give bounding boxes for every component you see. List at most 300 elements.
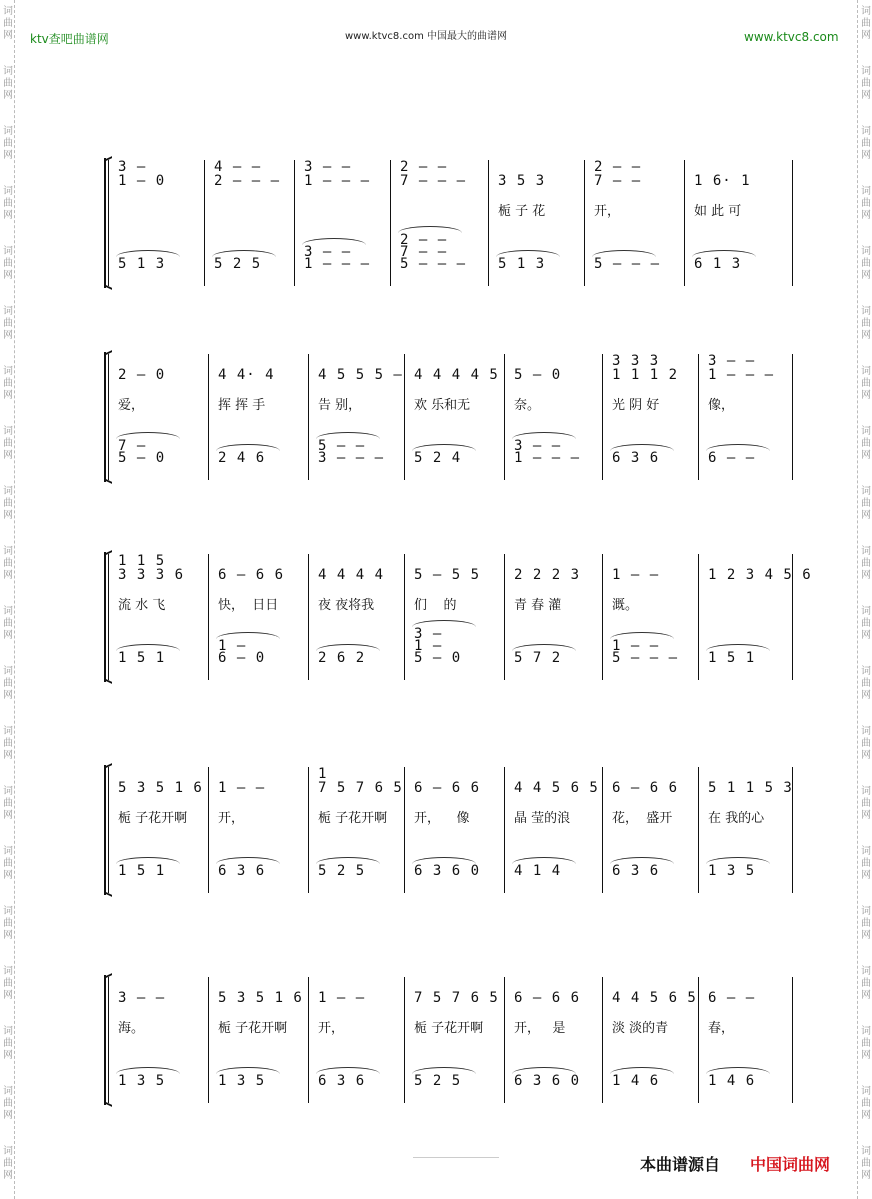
lower-voice-measure: 5 2 5 (318, 863, 366, 879)
lyric-text: 溉。 (612, 598, 639, 613)
lyric-text: 开， (594, 204, 621, 219)
watermark-char: 词 (861, 246, 871, 257)
watermark-char: 网 (861, 810, 871, 821)
watermark-char: 词 (3, 666, 13, 677)
lyric-text: 爱， (118, 398, 145, 413)
lower-voice-measure: 5 2 5 (414, 1073, 462, 1089)
watermark-char: 网 (861, 690, 871, 701)
bar-line (108, 977, 109, 1103)
upper-voice-measure: 2 – 0 (118, 367, 166, 383)
upper-voice-measure: 3 5 3 (498, 173, 546, 189)
watermark-char: 曲 (3, 918, 13, 929)
upper-voice-measure: 2 – – 7 – – – (400, 159, 467, 189)
watermark-char: 网 (3, 690, 13, 701)
upper-voice-measure: 3 – – 1 – – – (708, 353, 775, 383)
upper-voice-measure: 6 – 6 6 (612, 780, 679, 796)
lower-voice-measure: 6 1 3 (694, 256, 742, 272)
watermark-char: 曲 (861, 378, 871, 389)
lower-voice-measure: 1 3 5 (218, 1073, 266, 1089)
watermark-char: 曲 (861, 498, 871, 509)
watermark-char: 曲 (3, 1158, 13, 1169)
watermark-char: 网 (3, 750, 13, 761)
bar-line (108, 554, 109, 680)
watermark-char: 词 (3, 246, 13, 257)
slur-mark (316, 1067, 380, 1074)
watermark-char: 词 (3, 846, 13, 857)
score-system (108, 158, 792, 288)
lower-voice-measure: 1 5 1 (118, 863, 166, 879)
watermark-char: 曲 (861, 78, 871, 89)
lyric-text: 春， (708, 1021, 735, 1036)
upper-voice-measure: 4 4 5 6 5 (612, 990, 697, 1006)
watermark-char: 网 (861, 750, 871, 761)
upper-voice-measure: 4 – – 2 – – – (214, 159, 281, 189)
slur-mark (316, 432, 380, 439)
bar-line (204, 160, 205, 286)
lower-voice-measure: 1 – 6 – 0 (218, 638, 266, 666)
watermark-char: 曲 (861, 978, 871, 989)
watermark-char: 网 (861, 90, 871, 101)
lower-voice-measure: 5 2 5 (214, 256, 262, 272)
watermark-char: 网 (3, 570, 13, 581)
upper-voice-measure: 5 – 5 5 (414, 567, 481, 583)
watermark-char: 网 (3, 30, 13, 41)
watermark-char: 网 (3, 330, 13, 341)
slur-mark (212, 250, 276, 257)
score-system (108, 975, 792, 1105)
watermark-char: 网 (861, 1050, 871, 1061)
lyric-text: 流 水 飞 (118, 598, 166, 613)
lyric-text: 快， 日日 (218, 598, 279, 613)
lower-voice-measure: 6 3 6 (612, 863, 660, 879)
slur-mark (316, 644, 380, 651)
lower-voice-measure: 1 – – 5 – – – (612, 638, 679, 666)
watermark-char: 曲 (3, 678, 13, 689)
slur-mark (512, 644, 576, 651)
watermark-char: 网 (3, 390, 13, 401)
slur-mark (706, 857, 770, 864)
bar-line (504, 767, 505, 893)
watermark-char: 网 (861, 990, 871, 1001)
score-system (108, 552, 812, 682)
bar-line (308, 354, 309, 480)
left-watermark-strip (0, 0, 15, 1199)
watermark-char: 曲 (3, 798, 13, 809)
upper-voice-measure: 1 – – (612, 567, 660, 583)
lower-voice-measure: 7 – 5 – 0 (118, 438, 166, 466)
lower-voice-measure: 2 4 6 (218, 450, 266, 466)
lyric-text: 栀 子花开啊 (318, 811, 388, 826)
watermark-char: 词 (861, 186, 871, 197)
lyric-text: 欢 乐和无 (414, 398, 471, 413)
watermark-char: 词 (3, 66, 13, 77)
slur-mark (610, 1067, 674, 1074)
slur-mark (610, 857, 674, 864)
watermark-char: 网 (3, 150, 13, 161)
watermark-char: 曲 (3, 318, 13, 329)
bar-line (698, 554, 699, 680)
watermark-char: 词 (861, 666, 871, 677)
watermark-char: 曲 (861, 678, 871, 689)
bar-line (504, 354, 505, 480)
watermark-char: 网 (861, 570, 871, 581)
bar-line (602, 554, 603, 680)
lyric-text: 栀 子花开啊 (118, 811, 188, 826)
slur-mark (412, 1067, 476, 1074)
bar-line (108, 354, 109, 480)
watermark-char: 词 (861, 486, 871, 497)
watermark-char: 曲 (861, 258, 871, 269)
watermark-char: 词 (3, 1146, 13, 1157)
lyric-text: 在 我的心 (708, 811, 765, 826)
watermark-char: 网 (3, 90, 13, 101)
upper-voice-measure: 3 – 1 – 0 (118, 159, 166, 189)
watermark-char: 曲 (3, 498, 13, 509)
lyric-text: 光 阴 好 (612, 398, 660, 413)
watermark-char: 词 (3, 726, 13, 737)
lyric-text: 开， 是 (514, 1021, 566, 1036)
bar-line (584, 160, 585, 286)
lower-voice-measure: 6 3 6 (218, 863, 266, 879)
slur-mark (216, 857, 280, 864)
slur-mark (116, 644, 180, 651)
watermark-char: 曲 (3, 1098, 13, 1109)
watermark-char: 曲 (861, 438, 871, 449)
watermark-char: 网 (3, 810, 13, 821)
watermark-char: 网 (861, 930, 871, 941)
bar-line (308, 767, 309, 893)
watermark-char: 词 (3, 786, 13, 797)
lyric-text: 奈。 (514, 398, 541, 413)
slur-mark (496, 250, 560, 257)
watermark-char: 曲 (861, 858, 871, 869)
upper-voice-measure: 1 2 3 4 5 6 (708, 567, 812, 583)
slur-mark (412, 444, 476, 451)
watermark-char: 词 (3, 426, 13, 437)
watermark-char: 网 (861, 870, 871, 881)
slur-mark (706, 1067, 770, 1074)
lyric-text: 栀 子 花 (498, 204, 546, 219)
upper-voice-measure: 5 3 5 1 6 (218, 990, 303, 1006)
watermark-char: 曲 (861, 618, 871, 629)
upper-voice-measure: 1 1 5 3 3 3 6 (118, 553, 185, 583)
watermark-char: 曲 (861, 1038, 871, 1049)
slur-mark (610, 632, 674, 639)
watermark-char: 曲 (861, 198, 871, 209)
slur-mark (216, 632, 280, 639)
watermark-char: 网 (861, 150, 871, 161)
lower-voice-measure: 5 – – – (594, 256, 661, 272)
watermark-char: 曲 (861, 558, 871, 569)
upper-voice-measure: 5 3 5 1 6 (118, 780, 203, 796)
watermark-char: 曲 (861, 1158, 871, 1169)
watermark-char: 曲 (3, 138, 13, 149)
lower-voice-measure: 6 3 6 (612, 450, 660, 466)
header-tagline: www.ktvc8.com 中国最大的曲谱网 (345, 31, 508, 42)
watermark-char: 词 (861, 786, 871, 797)
lyric-text: 栀 子花开啊 (218, 1021, 288, 1036)
footer-source-site[interactable]: 中国词曲网 (750, 1155, 831, 1174)
slur-mark (412, 620, 476, 627)
slur-mark (116, 432, 180, 439)
bar-line (294, 160, 295, 286)
bar-line (684, 160, 685, 286)
watermark-char: 词 (861, 1026, 871, 1037)
watermark-char: 词 (861, 6, 871, 17)
watermark-char: 曲 (861, 738, 871, 749)
bar-line (698, 354, 699, 480)
bar-line (602, 767, 603, 893)
watermark-char: 词 (3, 306, 13, 317)
watermark-char: 词 (861, 366, 871, 377)
watermark-char: 词 (3, 126, 13, 137)
watermark-char: 网 (861, 210, 871, 221)
lyric-text: 花， 盛开 (612, 811, 673, 826)
watermark-char: 词 (861, 1086, 871, 1097)
watermark-char: 词 (861, 966, 871, 977)
watermark-char: 词 (861, 66, 871, 77)
watermark-char: 词 (3, 6, 13, 17)
watermark-char: 曲 (3, 258, 13, 269)
lyric-text: 开， 像 (414, 811, 470, 826)
bar-line (404, 354, 405, 480)
upper-voice-measure: 6 – 6 6 (514, 990, 581, 1006)
slur-mark (706, 644, 770, 651)
watermark-char: 词 (861, 606, 871, 617)
slur-mark (316, 857, 380, 864)
lower-voice-measure: 6 – – (708, 450, 756, 466)
upper-voice-measure: 5 – 0 (514, 367, 562, 383)
upper-voice-measure: 2 – – 7 – – (594, 159, 642, 189)
watermark-char: 曲 (861, 18, 871, 29)
upper-voice-measure: 4 5 5 5 – (318, 367, 403, 383)
upper-voice-measure: 4 4 4 4 (318, 567, 385, 583)
watermark-char: 词 (3, 366, 13, 377)
bar-line (792, 977, 793, 1103)
bar-line (308, 977, 309, 1103)
footer-divider (413, 1157, 499, 1158)
watermark-char: 词 (861, 426, 871, 437)
watermark-char: 词 (3, 546, 13, 557)
bar-line (108, 767, 109, 893)
watermark-char: 曲 (3, 858, 13, 869)
slur-mark (512, 432, 576, 439)
watermark-char: 网 (3, 270, 13, 281)
bar-line (602, 354, 603, 480)
upper-voice-measure: 6 – 6 6 (414, 780, 481, 796)
lyric-text: 淡 淡的青 (612, 1021, 669, 1036)
lyric-text: 青 春 灌 (514, 598, 562, 613)
watermark-char: 网 (861, 30, 871, 41)
watermark-char: 曲 (3, 198, 13, 209)
watermark-char: 曲 (3, 978, 13, 989)
slur-mark (116, 1067, 180, 1074)
watermark-char: 网 (3, 930, 13, 941)
upper-voice-measure: 2 2 2 3 (514, 567, 581, 583)
watermark-char: 曲 (3, 438, 13, 449)
lower-voice-measure: 5 1 3 (498, 256, 546, 272)
upper-voice-measure: 6 – 6 6 (218, 567, 285, 583)
lower-voice-measure: 3 – – 1 – – – (304, 244, 371, 272)
upper-voice-measure: 6 – – (708, 990, 756, 1006)
bar-line (698, 767, 699, 893)
watermark-char: 网 (861, 1170, 871, 1181)
bar-line (792, 354, 793, 480)
lower-voice-measure: 2 – – 7 – – 5 – – – (400, 232, 467, 272)
watermark-char: 词 (3, 486, 13, 497)
upper-voice-measure: 3 3 3 1 1 1 2 (612, 353, 679, 383)
lyric-text: 夜 夜将我 (318, 598, 375, 613)
upper-voice-measure: 1 7 5 7 6 5 (318, 766, 403, 796)
lower-voice-measure: 1 5 1 (118, 650, 166, 666)
upper-voice-measure: 3 – – (118, 990, 166, 1006)
slur-mark (216, 444, 280, 451)
bar-line (404, 767, 405, 893)
footer-source-label: 本曲谱源自 (640, 1155, 721, 1174)
slur-mark (412, 857, 476, 864)
lyric-text: 栀 子花开啊 (414, 1021, 484, 1036)
bar-line (208, 767, 209, 893)
lower-voice-measure: 6 3 6 0 (514, 1073, 581, 1089)
watermark-char: 曲 (3, 78, 13, 89)
watermark-char: 曲 (861, 798, 871, 809)
upper-voice-measure: 3 – – 1 – – – (304, 159, 371, 189)
watermark-char: 词 (861, 126, 871, 137)
lower-voice-measure: 2 6 2 (318, 650, 366, 666)
slur-mark (610, 444, 674, 451)
watermark-char: 网 (861, 630, 871, 641)
watermark-char: 词 (3, 906, 13, 917)
watermark-char: 曲 (861, 1098, 871, 1109)
watermark-char: 网 (3, 210, 13, 221)
lower-voice-measure: 1 5 1 (708, 650, 756, 666)
slur-mark (216, 1067, 280, 1074)
bar-line (504, 554, 505, 680)
lower-voice-measure: 1 3 5 (118, 1073, 166, 1089)
lyric-text: 如 此 可 (694, 204, 742, 219)
right-watermark-strip (857, 0, 872, 1199)
watermark-char: 网 (3, 630, 13, 641)
bar-line (504, 977, 505, 1103)
slur-mark (512, 857, 576, 864)
watermark-char: 网 (3, 1050, 13, 1061)
lyric-text: 开， (318, 1021, 345, 1036)
watermark-char: 词 (861, 1146, 871, 1157)
score-system (108, 352, 792, 482)
lyric-text: 开， (218, 811, 245, 826)
watermark-char: 网 (3, 990, 13, 1001)
lower-voice-measure: 1 4 6 (612, 1073, 660, 1089)
bar-line (404, 554, 405, 680)
watermark-char: 曲 (3, 558, 13, 569)
lower-voice-measure: 6 3 6 (318, 1073, 366, 1089)
watermark-char: 网 (3, 450, 13, 461)
watermark-char: 曲 (3, 618, 13, 629)
upper-voice-measure: 1 – – (318, 990, 366, 1006)
watermark-char: 网 (861, 1110, 871, 1121)
upper-voice-measure: 1 – – (218, 780, 266, 796)
header-site-name[interactable]: ktv查吧曲谱网 (30, 32, 109, 46)
watermark-char: 网 (861, 450, 871, 461)
bar-line (792, 160, 793, 286)
lower-voice-measure: 1 3 5 (708, 863, 756, 879)
slur-mark (398, 226, 462, 233)
slur-mark (592, 250, 656, 257)
watermark-char: 词 (3, 1026, 13, 1037)
watermark-char: 网 (3, 1110, 13, 1121)
watermark-char: 曲 (3, 738, 13, 749)
slur-mark (512, 1067, 576, 1074)
bar-line (390, 160, 391, 286)
upper-voice-measure: 4 4 4 4 5 (414, 367, 499, 383)
watermark-char: 曲 (3, 378, 13, 389)
slur-mark (116, 857, 180, 864)
watermark-char: 网 (3, 510, 13, 521)
watermark-char: 网 (861, 330, 871, 341)
bar-line (602, 977, 603, 1103)
bar-line (208, 354, 209, 480)
watermark-char: 词 (3, 1086, 13, 1097)
watermark-char: 曲 (3, 18, 13, 29)
watermark-char: 网 (3, 1170, 13, 1181)
lower-voice-measure: 5 7 2 (514, 650, 562, 666)
lyric-text: 挥 挥 手 (218, 398, 266, 413)
lower-voice-measure: 5 1 3 (118, 256, 166, 272)
slur-mark (706, 444, 770, 451)
lower-voice-measure: 3 – 1 – 5 – 0 (414, 626, 462, 666)
watermark-char: 词 (861, 726, 871, 737)
lower-voice-measure: 6 3 6 0 (414, 863, 481, 879)
watermark-char: 网 (3, 870, 13, 881)
watermark-char: 词 (3, 186, 13, 197)
slur-mark (692, 250, 756, 257)
score-system (108, 765, 792, 895)
watermark-char: 曲 (3, 1038, 13, 1049)
bar-line (208, 977, 209, 1103)
bar-line (108, 160, 109, 286)
watermark-char: 词 (861, 906, 871, 917)
upper-voice-measure: 5 1 1 5 3 (708, 780, 793, 796)
lower-voice-measure: 5 – – 3 – – – (318, 438, 385, 466)
upper-voice-measure: 7 5 7 6 5 (414, 990, 499, 1006)
lower-voice-measure: 5 2 4 (414, 450, 462, 466)
watermark-char: 网 (861, 270, 871, 281)
upper-voice-measure: 4 4 5 6 5 (514, 780, 599, 796)
upper-voice-measure: 4 4· 4 (218, 367, 275, 383)
lower-voice-measure: 1 4 6 (708, 1073, 756, 1089)
slur-mark (302, 238, 366, 245)
bar-line (488, 160, 489, 286)
slur-mark (116, 250, 180, 257)
watermark-char: 词 (861, 306, 871, 317)
watermark-char: 网 (861, 510, 871, 521)
watermark-char: 词 (3, 966, 13, 977)
watermark-char: 词 (861, 546, 871, 557)
watermark-char: 曲 (861, 318, 871, 329)
watermark-char: 曲 (861, 138, 871, 149)
watermark-char: 网 (861, 390, 871, 401)
bar-line (308, 554, 309, 680)
upper-voice-measure: 1 6· 1 (694, 173, 751, 189)
lower-voice-measure: 3 – – 1 – – – (514, 438, 581, 466)
lyric-text: 像， (708, 398, 735, 413)
bar-line (404, 977, 405, 1103)
watermark-char: 词 (861, 846, 871, 857)
lyric-text: 晶 莹的浪 (514, 811, 571, 826)
header-site-url[interactable]: www.ktvc8.com (744, 30, 839, 44)
bar-line (698, 977, 699, 1103)
watermark-char: 曲 (861, 918, 871, 929)
